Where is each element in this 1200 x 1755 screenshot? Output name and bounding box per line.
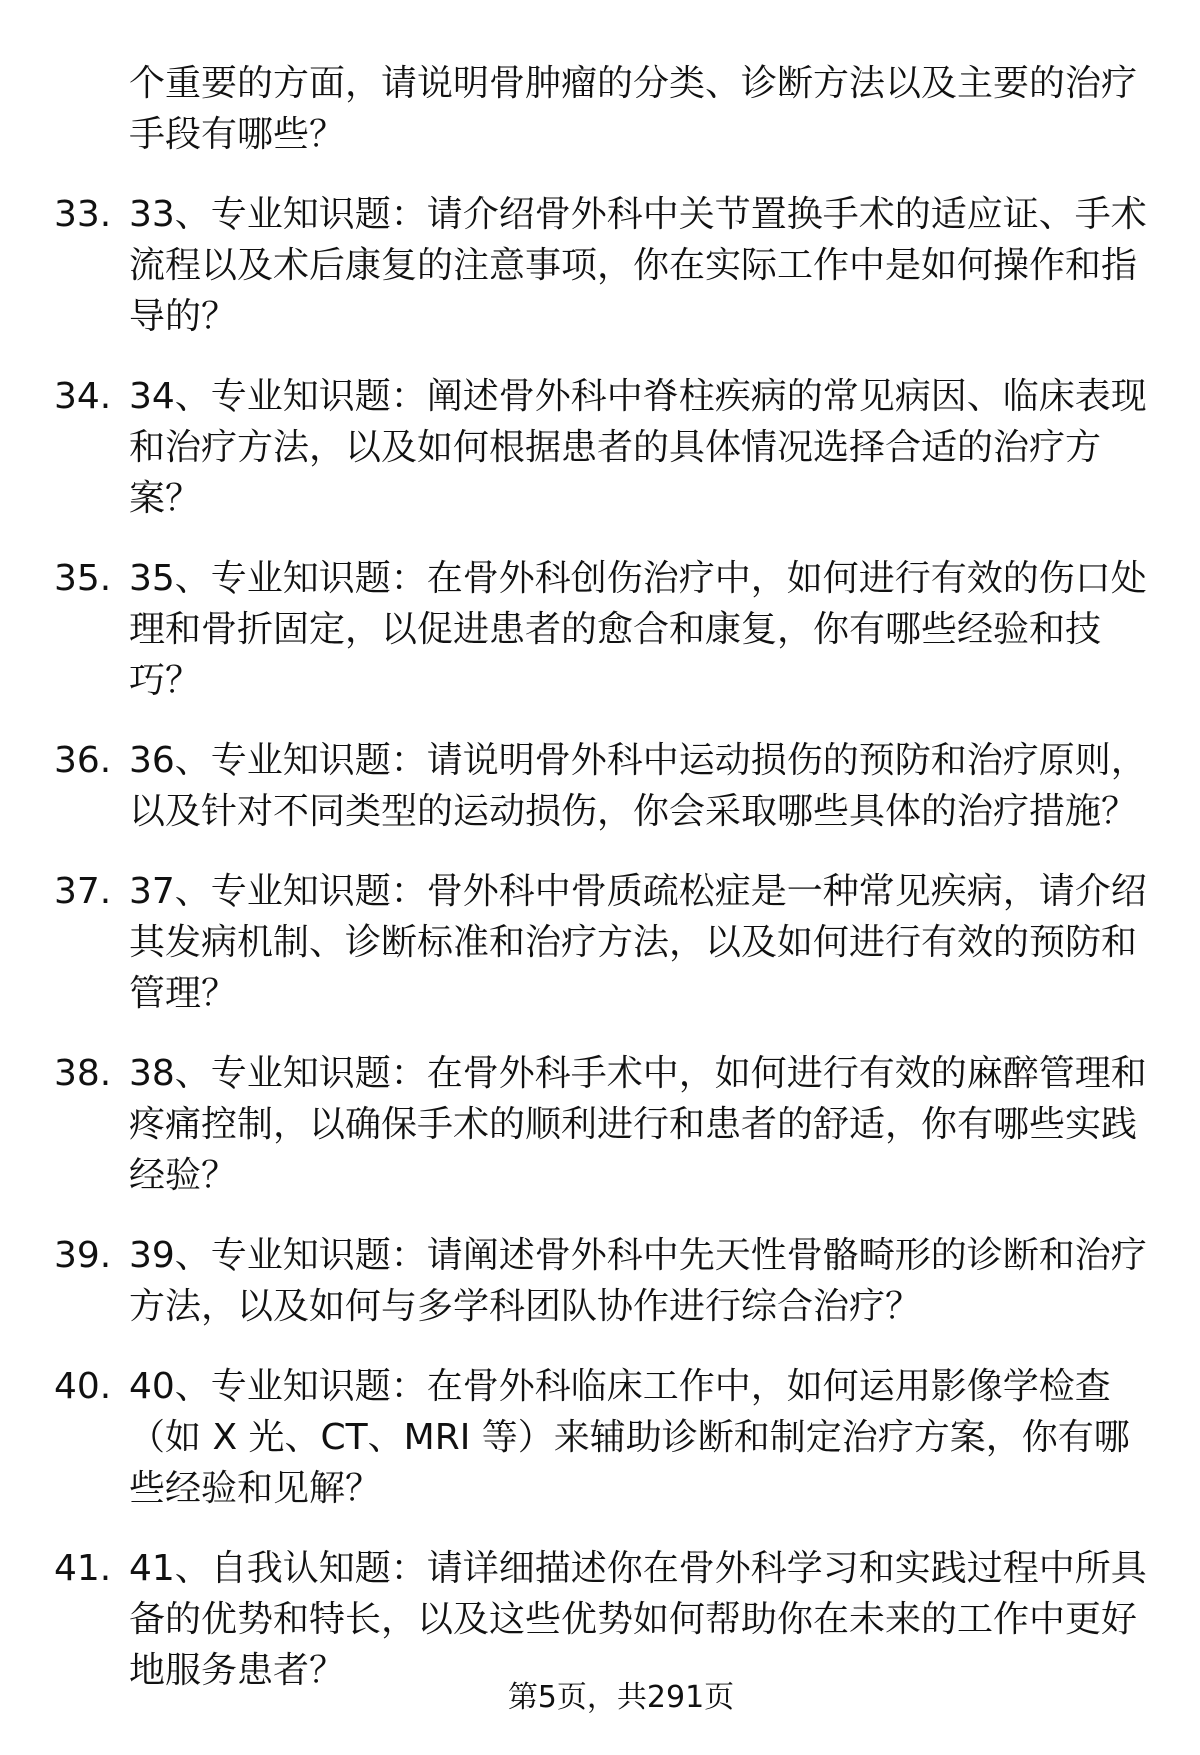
question-item — [0, 371, 1200, 524]
list-number: 37. — [54, 871, 112, 912]
text-line: 39、专业知识题：请阐述骨外科中先天性骨骼畸形的诊断和治疗 — [129, 1235, 1147, 1276]
text-line: 疼痛控制，以确保手术的顺利进行和患者的舒适，你有哪些实践 — [129, 1104, 1138, 1145]
text-line: 35、专业知识题：在骨外科创伤治疗中，如何进行有效的伤口处 — [129, 558, 1147, 599]
text-line: 34、专业知识题：阐述骨外科中脊柱疾病的常见病因、临床表现 — [129, 376, 1147, 417]
text-line: 管理？ — [129, 973, 238, 1014]
question-item — [0, 189, 1200, 342]
list-number: 38. — [54, 1053, 112, 1094]
text-line: 些经验和见解？ — [129, 1468, 382, 1509]
question-item — [0, 1048, 1200, 1201]
text-line: 以及针对不同类型的运动损伤，你会采取哪些具体的治疗措施？ — [129, 791, 1138, 832]
text-line: （如 X 光、CT、MRI 等）来辅助诊断和制定治疗方案，你有哪 — [129, 1417, 1130, 1458]
text-line: 41、自我认知题：请详细描述你在骨外科学习和实践过程中所具 — [129, 1548, 1147, 1589]
question-text — [129, 735, 1169, 837]
question-item — [0, 1230, 1200, 1332]
text-line: 37、专业知识题：骨外科中骨质疏松症是一种常见疾病，请介绍 — [129, 871, 1147, 912]
text-line: 个重要的方面，请说明骨肿瘤的分类、诊断方法以及主要的治疗 — [129, 63, 1138, 104]
list-number: 35. — [54, 558, 112, 599]
question-text — [129, 371, 1169, 524]
document-page — [0, 58, 1200, 1725]
list-number: 39. — [54, 1235, 112, 1276]
text-line: 导的？ — [129, 296, 238, 337]
list-number: 36. — [54, 740, 112, 781]
text-line: 备的优势和特长，以及这些优势如何帮助你在未来的工作中更好 — [129, 1599, 1138, 1640]
question-text — [129, 866, 1169, 1019]
text-line: 经验？ — [129, 1155, 238, 1196]
text-line: 理和骨折固定，以促进患者的愈合和康复，你有哪些经验和技 — [129, 609, 1102, 650]
question-item — [0, 553, 1200, 706]
question-text — [129, 1230, 1169, 1332]
list-number: 40. — [54, 1366, 112, 1407]
text-line: 38、专业知识题：在骨外科手术中，如何进行有效的麻醉管理和 — [129, 1053, 1147, 1094]
list-number: 33. — [54, 194, 112, 235]
text-line: 手段有哪些？ — [129, 114, 346, 155]
question-text — [129, 1543, 1169, 1696]
question-item — [0, 1543, 1200, 1696]
text-line: 36、专业知识题：请说明骨外科中运动损伤的预防和治疗原则， — [129, 740, 1147, 781]
question-list — [0, 189, 1200, 1696]
question-continuation — [0, 58, 1200, 160]
text-line: 地服务患者？ — [129, 1650, 346, 1691]
list-number: 34. — [54, 376, 112, 417]
text-line: 33、专业知识题：请介绍骨外科中关节置换手术的适应证、手术 — [129, 194, 1147, 235]
question-item — [0, 735, 1200, 837]
page-number: 第5页，共291页 — [507, 1680, 735, 1715]
text-line: 流程以及术后康复的注意事项，你在实际工作中是如何操作和指 — [129, 245, 1138, 286]
question-text — [129, 1361, 1169, 1514]
question-text — [129, 553, 1169, 706]
text-line: 其发病机制、诊断标准和治疗方法，以及如何进行有效的预防和 — [129, 922, 1138, 963]
text-line: 方法，以及如何与多学科团队协作进行综合治疗？ — [129, 1286, 922, 1327]
text-line: 案？ — [129, 478, 202, 519]
question-item — [0, 866, 1200, 1019]
list-number: 41. — [54, 1548, 112, 1589]
text-line: 40、专业知识题：在骨外科临床工作中，如何运用影像学检查 — [129, 1366, 1111, 1407]
question-text — [129, 1048, 1169, 1201]
question-text — [129, 58, 1169, 160]
text-line: 巧？ — [129, 660, 202, 701]
question-item — [0, 1361, 1200, 1514]
question-text — [129, 189, 1169, 342]
text-line: 和治疗方法，以及如何根据患者的具体情况选择合适的治疗方 — [129, 427, 1102, 468]
